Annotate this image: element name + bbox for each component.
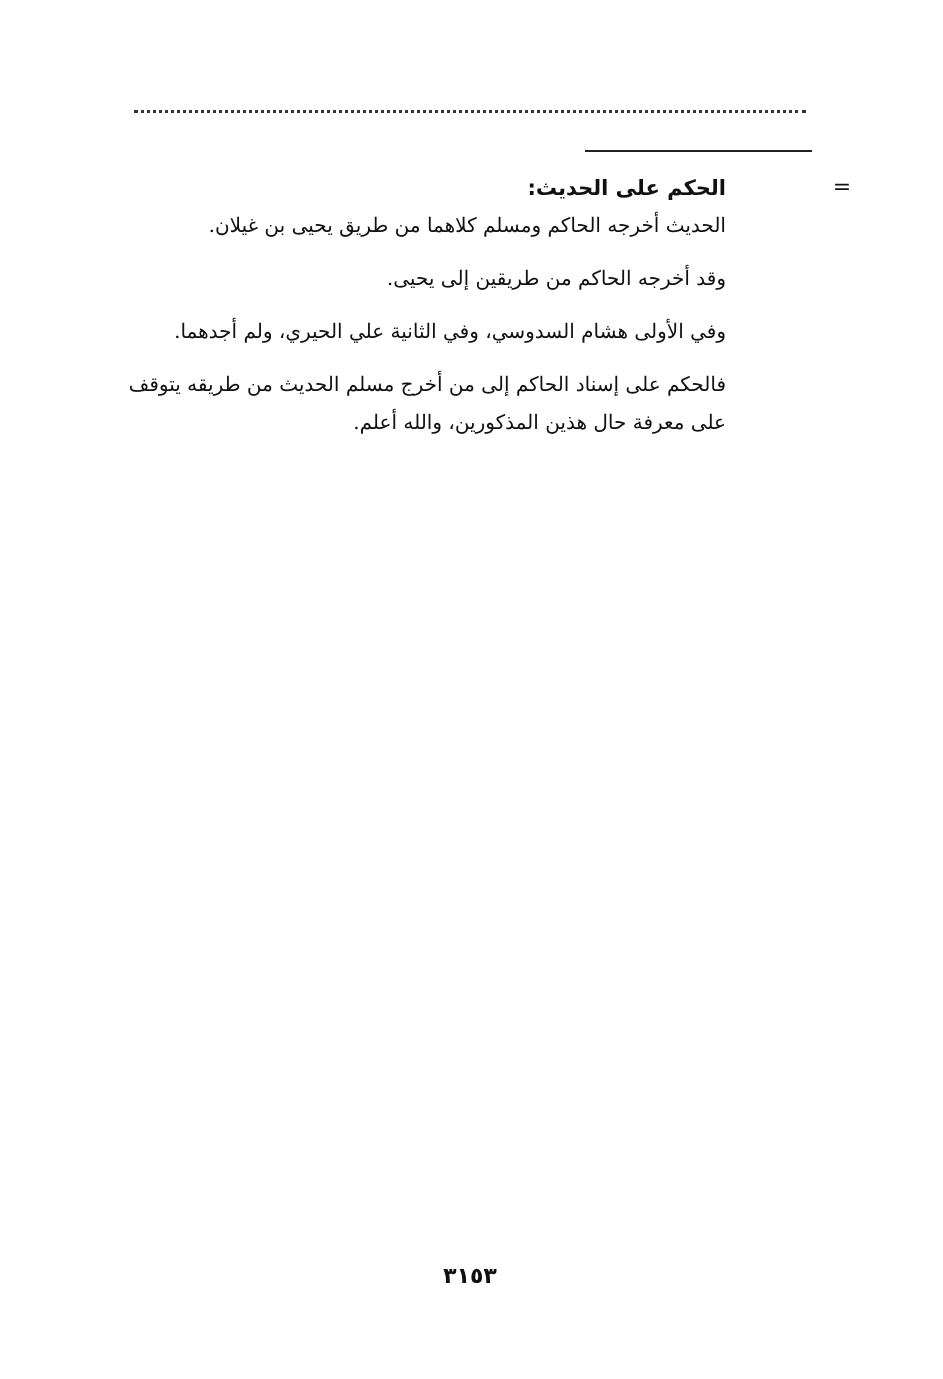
paragraph: الحديث أخرجه الحاكم ومسلم كلاهما من طريق يحيى بن غيلان.: [208, 213, 726, 237]
continuation-mark: =: [832, 175, 852, 200]
paragraph: وفي الأولى هشام السدوسي، وفي الثانية علي الحيري، ولم أجدهما.: [174, 319, 726, 343]
paragraph: فالحكم على إسناد الحاكم إلى من أخرج مسلم الحديث من طريقه يتوقف على معرفة حال هذين المذكورين، والله أعلم.: [128, 372, 726, 434]
footnote-rule: [585, 150, 812, 152]
page-number: ٣١٥٣: [443, 1264, 497, 1289]
dotted-separator: [134, 110, 806, 113]
footnote-text-block: [118, 170, 726, 456]
section-heading: الحكم على الحديث:: [527, 176, 726, 200]
paragraph: وقد أخرجه الحاكم من طريقين إلى يحيى.: [386, 266, 726, 290]
